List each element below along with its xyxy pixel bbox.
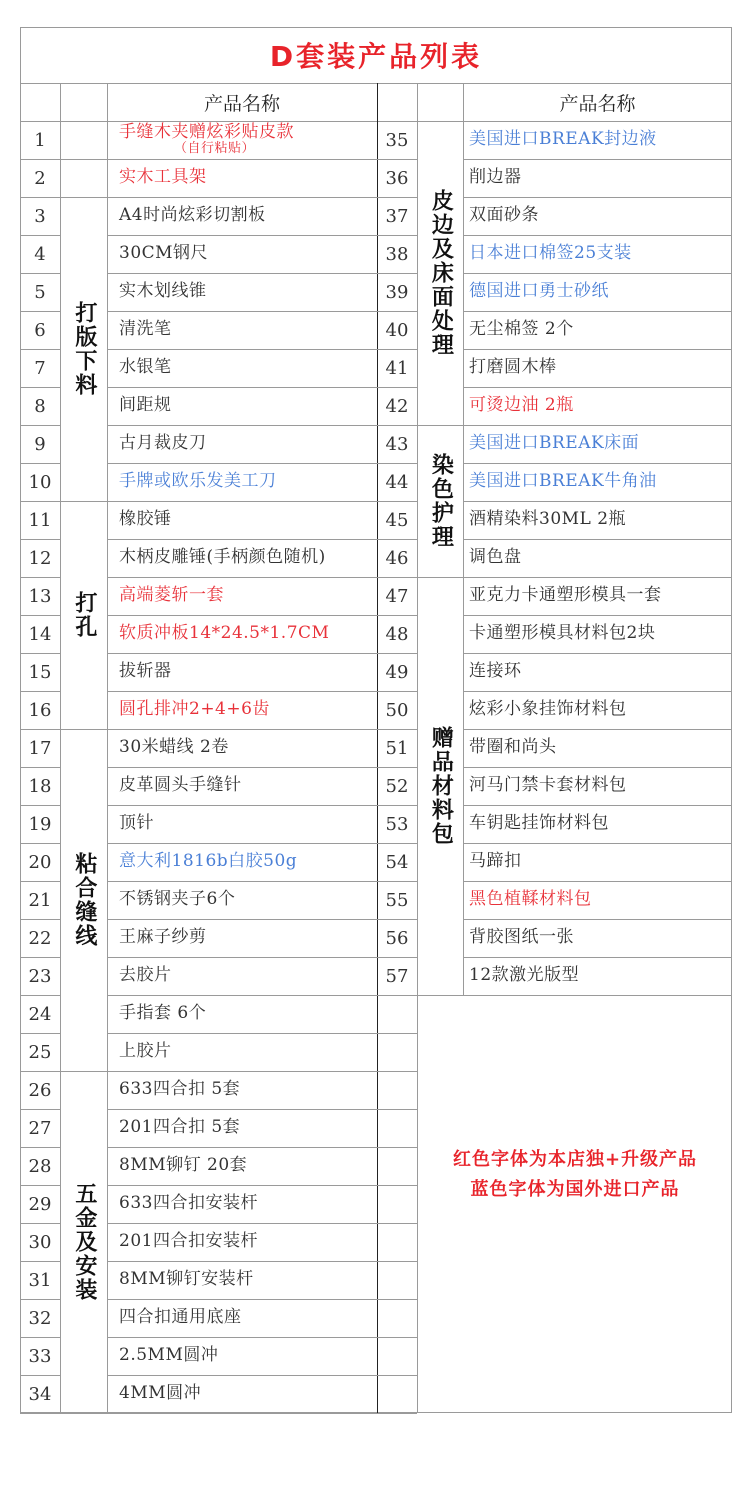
product-name-text: 拔斩器 (119, 661, 172, 682)
product-name-text: 橡胶锤 (119, 509, 172, 530)
product-name-text: 可烫边油 2瓶 (469, 395, 574, 416)
row-number: 29 (28, 1193, 52, 1215)
grid-line (20, 1413, 60, 1414)
product-name (469, 881, 730, 919)
product-name-text: 马蹄扣 (469, 851, 522, 872)
grid-line (377, 1185, 417, 1186)
row-number: 43 (385, 433, 409, 455)
product-name (469, 311, 730, 349)
product-name (119, 1337, 375, 1375)
product-name-text: 201四合扣安装杆 (119, 1231, 258, 1252)
product-name-text: 四合扣通用底座 (119, 1307, 242, 1328)
row-number: 47 (385, 585, 409, 607)
product-name-text: 633四合扣 5套 (119, 1079, 241, 1100)
product-name-text: 木柄皮雕锤(手柄颜色随机) (119, 547, 326, 568)
product-name-text: 12款激光版型 (469, 965, 580, 986)
product-name-text: 手缝木夹赠炫彩贴皮款 (119, 122, 294, 143)
product-name-text: 削边器 (469, 167, 522, 188)
grid-line (417, 995, 418, 1413)
category-label (60, 197, 107, 501)
product-name (469, 539, 730, 577)
product-name-text: 亚克力卡通塑形模具一套 (469, 585, 662, 606)
row-number: 1 (34, 129, 46, 151)
product-name (119, 957, 375, 995)
row-number: 18 (28, 775, 52, 797)
product-name-text: 调色盘 (469, 547, 522, 568)
product-name-text: 8MM铆钉安装杆 (119, 1269, 254, 1290)
row-number: 53 (385, 813, 409, 835)
grid-line (377, 1223, 417, 1224)
product-name (119, 349, 375, 387)
product-name (119, 919, 375, 957)
row-number: 10 (28, 471, 52, 493)
product-name (119, 463, 375, 501)
row-number: 4 (34, 243, 46, 265)
product-name (469, 197, 730, 235)
product-name-text: 美国进口BREAK牛角油 (469, 471, 657, 492)
row-number: 11 (28, 509, 52, 531)
grid-line (377, 1033, 417, 1034)
product-name-text: 背胶图纸一张 (469, 927, 574, 948)
product-name-text: 河马门禁卡套材料包 (469, 775, 627, 796)
product-name (119, 691, 375, 729)
row-number: 48 (385, 623, 409, 645)
grid-line (377, 1413, 417, 1414)
row-number: 14 (28, 623, 52, 645)
left-name-header: 产品名称 (203, 93, 280, 115)
product-name (119, 729, 375, 767)
grid-line (20, 83, 732, 84)
product-name-text: 8MM铆钉 20套 (119, 1155, 248, 1176)
row-number: 5 (34, 281, 46, 303)
product-name (119, 1185, 375, 1223)
grid-line (60, 159, 107, 160)
row-number: 51 (385, 737, 409, 759)
product-name (469, 387, 730, 425)
row-number: 40 (385, 319, 409, 341)
grid-line (377, 1375, 417, 1376)
category-label-text: 赠品材料包 (428, 726, 454, 846)
product-name (119, 805, 375, 843)
product-name (469, 919, 730, 957)
category-label-text: 打版下料 (71, 301, 97, 397)
category-label-text: 打孔 (71, 591, 97, 639)
row-number: 24 (28, 1003, 52, 1025)
product-name (469, 349, 730, 387)
product-name (469, 691, 730, 729)
row-number: 54 (385, 851, 409, 873)
product-name-text: 卡通塑形模具材料包2块 (469, 623, 656, 644)
right-name-header: 产品名称 (559, 93, 636, 115)
product-name-text: 打磨圆木棒 (469, 357, 557, 378)
product-name-text: 圆孔排冲2+4+6齿 (119, 699, 270, 720)
product-name (119, 159, 375, 197)
row-number: 41 (385, 357, 409, 379)
color-legend-note (420, 1145, 730, 1205)
row-number: 19 (28, 813, 52, 835)
product-name-text: 美国进口BREAK床面 (469, 433, 640, 454)
product-name-text: A4时尚炫彩切割板 (119, 205, 266, 226)
product-name-text: 30CM钢尺 (119, 243, 209, 264)
product-name-text: 高端菱斩一套 (119, 585, 224, 606)
product-name-text: 双面砂条 (469, 205, 539, 226)
product-name (469, 235, 730, 273)
product-name (119, 501, 375, 539)
product-name-text: 实木划线锥 (119, 281, 207, 302)
product-name (469, 159, 730, 197)
grid-line (377, 1299, 417, 1300)
category-label-text: 皮边及床面处理 (428, 189, 454, 357)
row-number: 57 (385, 965, 409, 987)
product-name (119, 767, 375, 805)
product-name-text: 201四合扣 5套 (119, 1117, 241, 1138)
product-name (119, 387, 375, 425)
row-number: 49 (385, 661, 409, 683)
product-name (469, 957, 730, 995)
product-name (119, 995, 375, 1033)
grid-line (377, 1071, 417, 1072)
row-number: 23 (28, 965, 52, 987)
product-name (469, 843, 730, 881)
product-name-text: 软质冲板14*24.5*1.7CM (119, 623, 330, 644)
row-number: 45 (385, 509, 409, 531)
grid-line (377, 1109, 417, 1110)
product-name (469, 273, 730, 311)
product-name (469, 501, 730, 539)
product-name (119, 121, 375, 159)
product-name (469, 121, 730, 159)
row-number: 2 (34, 167, 46, 189)
row-number: 33 (28, 1345, 52, 1367)
product-name (119, 1033, 375, 1071)
row-number: 50 (385, 699, 409, 721)
category-label (60, 1071, 107, 1413)
row-number: 9 (34, 433, 46, 455)
product-name-text: 无尘棉签 2个 (469, 319, 574, 340)
row-number: 36 (385, 167, 409, 189)
product-name (119, 1375, 375, 1413)
row-number: 37 (385, 205, 409, 227)
grid-line (377, 1261, 417, 1262)
product-name-text: 炫彩小象挂饰材料包 (469, 699, 627, 720)
row-number: 32 (28, 1307, 52, 1329)
row-number: 26 (28, 1079, 52, 1101)
product-name-text: 清洗笔 (119, 319, 172, 340)
product-name-text: 间距规 (119, 395, 172, 416)
product-name (469, 653, 730, 691)
row-number: 28 (28, 1155, 52, 1177)
row-number: 15 (28, 661, 52, 683)
product-name-note: （自行粘贴） (174, 141, 256, 157)
product-name (119, 653, 375, 691)
product-name (119, 311, 375, 349)
product-name-text: 633四合扣安装杆 (119, 1193, 258, 1214)
product-name (119, 235, 375, 273)
product-name-text: 日本进口棉签25支装 (469, 243, 632, 264)
product-name (119, 1261, 375, 1299)
row-number: 6 (34, 319, 46, 341)
row-number: 7 (34, 357, 46, 379)
product-name-text: 水银笔 (119, 357, 172, 378)
grid-line (377, 1147, 417, 1148)
red-legend-text: 红色字体为本店独+升级产品 (452, 1149, 698, 1170)
category-label (417, 425, 463, 577)
product-name-text: 上胶片 (119, 1041, 172, 1062)
row-number: 42 (385, 395, 409, 417)
row-number: 38 (385, 243, 409, 265)
row-number: 34 (28, 1383, 52, 1405)
category-label-text: 染色护理 (428, 453, 454, 549)
product-name-text: 带圈和尚头 (469, 737, 557, 758)
row-number: 8 (34, 395, 46, 417)
row-number: 52 (385, 775, 409, 797)
row-number: 17 (28, 737, 52, 759)
grid-line (417, 995, 463, 996)
product-name-text: 4MM圆冲 (119, 1383, 202, 1404)
product-name-text: 手牌或欧乐发美工刀 (119, 471, 277, 492)
product-name-text: 实木工具架 (119, 167, 207, 188)
product-name-text: 美国进口BREAK封边液 (469, 129, 657, 150)
product-name (469, 463, 730, 501)
product-name (119, 843, 375, 881)
row-number: 56 (385, 927, 409, 949)
product-name (119, 539, 375, 577)
row-number: 3 (34, 205, 46, 227)
category-label (417, 121, 463, 425)
category-label (60, 729, 107, 1071)
product-name (469, 577, 730, 615)
product-name-text: 黑色植鞣材料包 (469, 889, 592, 910)
row-number: 16 (28, 699, 52, 721)
product-name (119, 273, 375, 311)
row-number: 39 (385, 281, 409, 303)
product-name (119, 1109, 375, 1147)
row-number: 44 (385, 471, 409, 493)
product-name (119, 577, 375, 615)
row-number: 46 (385, 547, 409, 569)
product-name-text: 不锈钢夹子6个 (119, 889, 236, 910)
product-name (119, 1299, 375, 1337)
row-number: 22 (28, 927, 52, 949)
grid-line (463, 995, 732, 996)
grid-line (107, 1413, 377, 1414)
product-name (119, 425, 375, 463)
product-name-text: 德国进口勇士砂纸 (469, 281, 609, 302)
product-name-text: 皮革圆头手缝针 (119, 775, 242, 796)
product-name-text: 手指套 6个 (119, 1003, 207, 1024)
product-name-text: 王麻子纱剪 (119, 927, 207, 948)
row-number: 21 (28, 889, 52, 911)
product-name-text: 30米蜡线 2卷 (119, 737, 229, 758)
product-name (469, 425, 730, 463)
product-name (119, 615, 375, 653)
category-label (417, 577, 463, 995)
product-name (469, 615, 730, 653)
product-name-text: 去胶片 (119, 965, 172, 986)
blue-legend-text: 蓝色字体为国外进口产品 (470, 1179, 680, 1200)
grid-line (377, 1337, 417, 1338)
product-name (119, 197, 375, 235)
product-name-text: 古月裁皮刀 (119, 433, 207, 454)
product-name (469, 767, 730, 805)
product-name (119, 881, 375, 919)
product-name (469, 805, 730, 843)
product-name-text: 顶针 (119, 813, 154, 834)
grid-line (107, 83, 108, 1413)
grid-line (377, 995, 417, 996)
row-number: 12 (28, 547, 52, 569)
category-label-text: 粘合缝线 (71, 852, 97, 948)
product-name (469, 729, 730, 767)
product-name-text: 2.5MM圆冲 (119, 1345, 219, 1366)
page-title: D套装产品列表 (269, 40, 483, 73)
row-number: 31 (28, 1269, 52, 1291)
row-number: 27 (28, 1117, 52, 1139)
grid-line (60, 1413, 107, 1414)
product-name (119, 1071, 375, 1109)
row-number: 13 (28, 585, 52, 607)
row-number: 35 (385, 129, 409, 151)
product-name-text: 车钥匙挂饰材料包 (469, 813, 609, 834)
product-name-text: 连接环 (469, 661, 522, 682)
product-name-text: 酒精染料30ML 2瓶 (469, 509, 627, 530)
row-number: 25 (28, 1041, 52, 1063)
row-number: 20 (28, 851, 52, 873)
category-label (60, 501, 107, 729)
category-label-text: 五金及安装 (71, 1182, 97, 1302)
product-name-text: 意大利1816b白胶50g (119, 851, 298, 872)
row-number: 30 (28, 1231, 52, 1253)
product-name (119, 1147, 375, 1185)
product-name (119, 1223, 375, 1261)
row-number: 55 (385, 889, 409, 911)
